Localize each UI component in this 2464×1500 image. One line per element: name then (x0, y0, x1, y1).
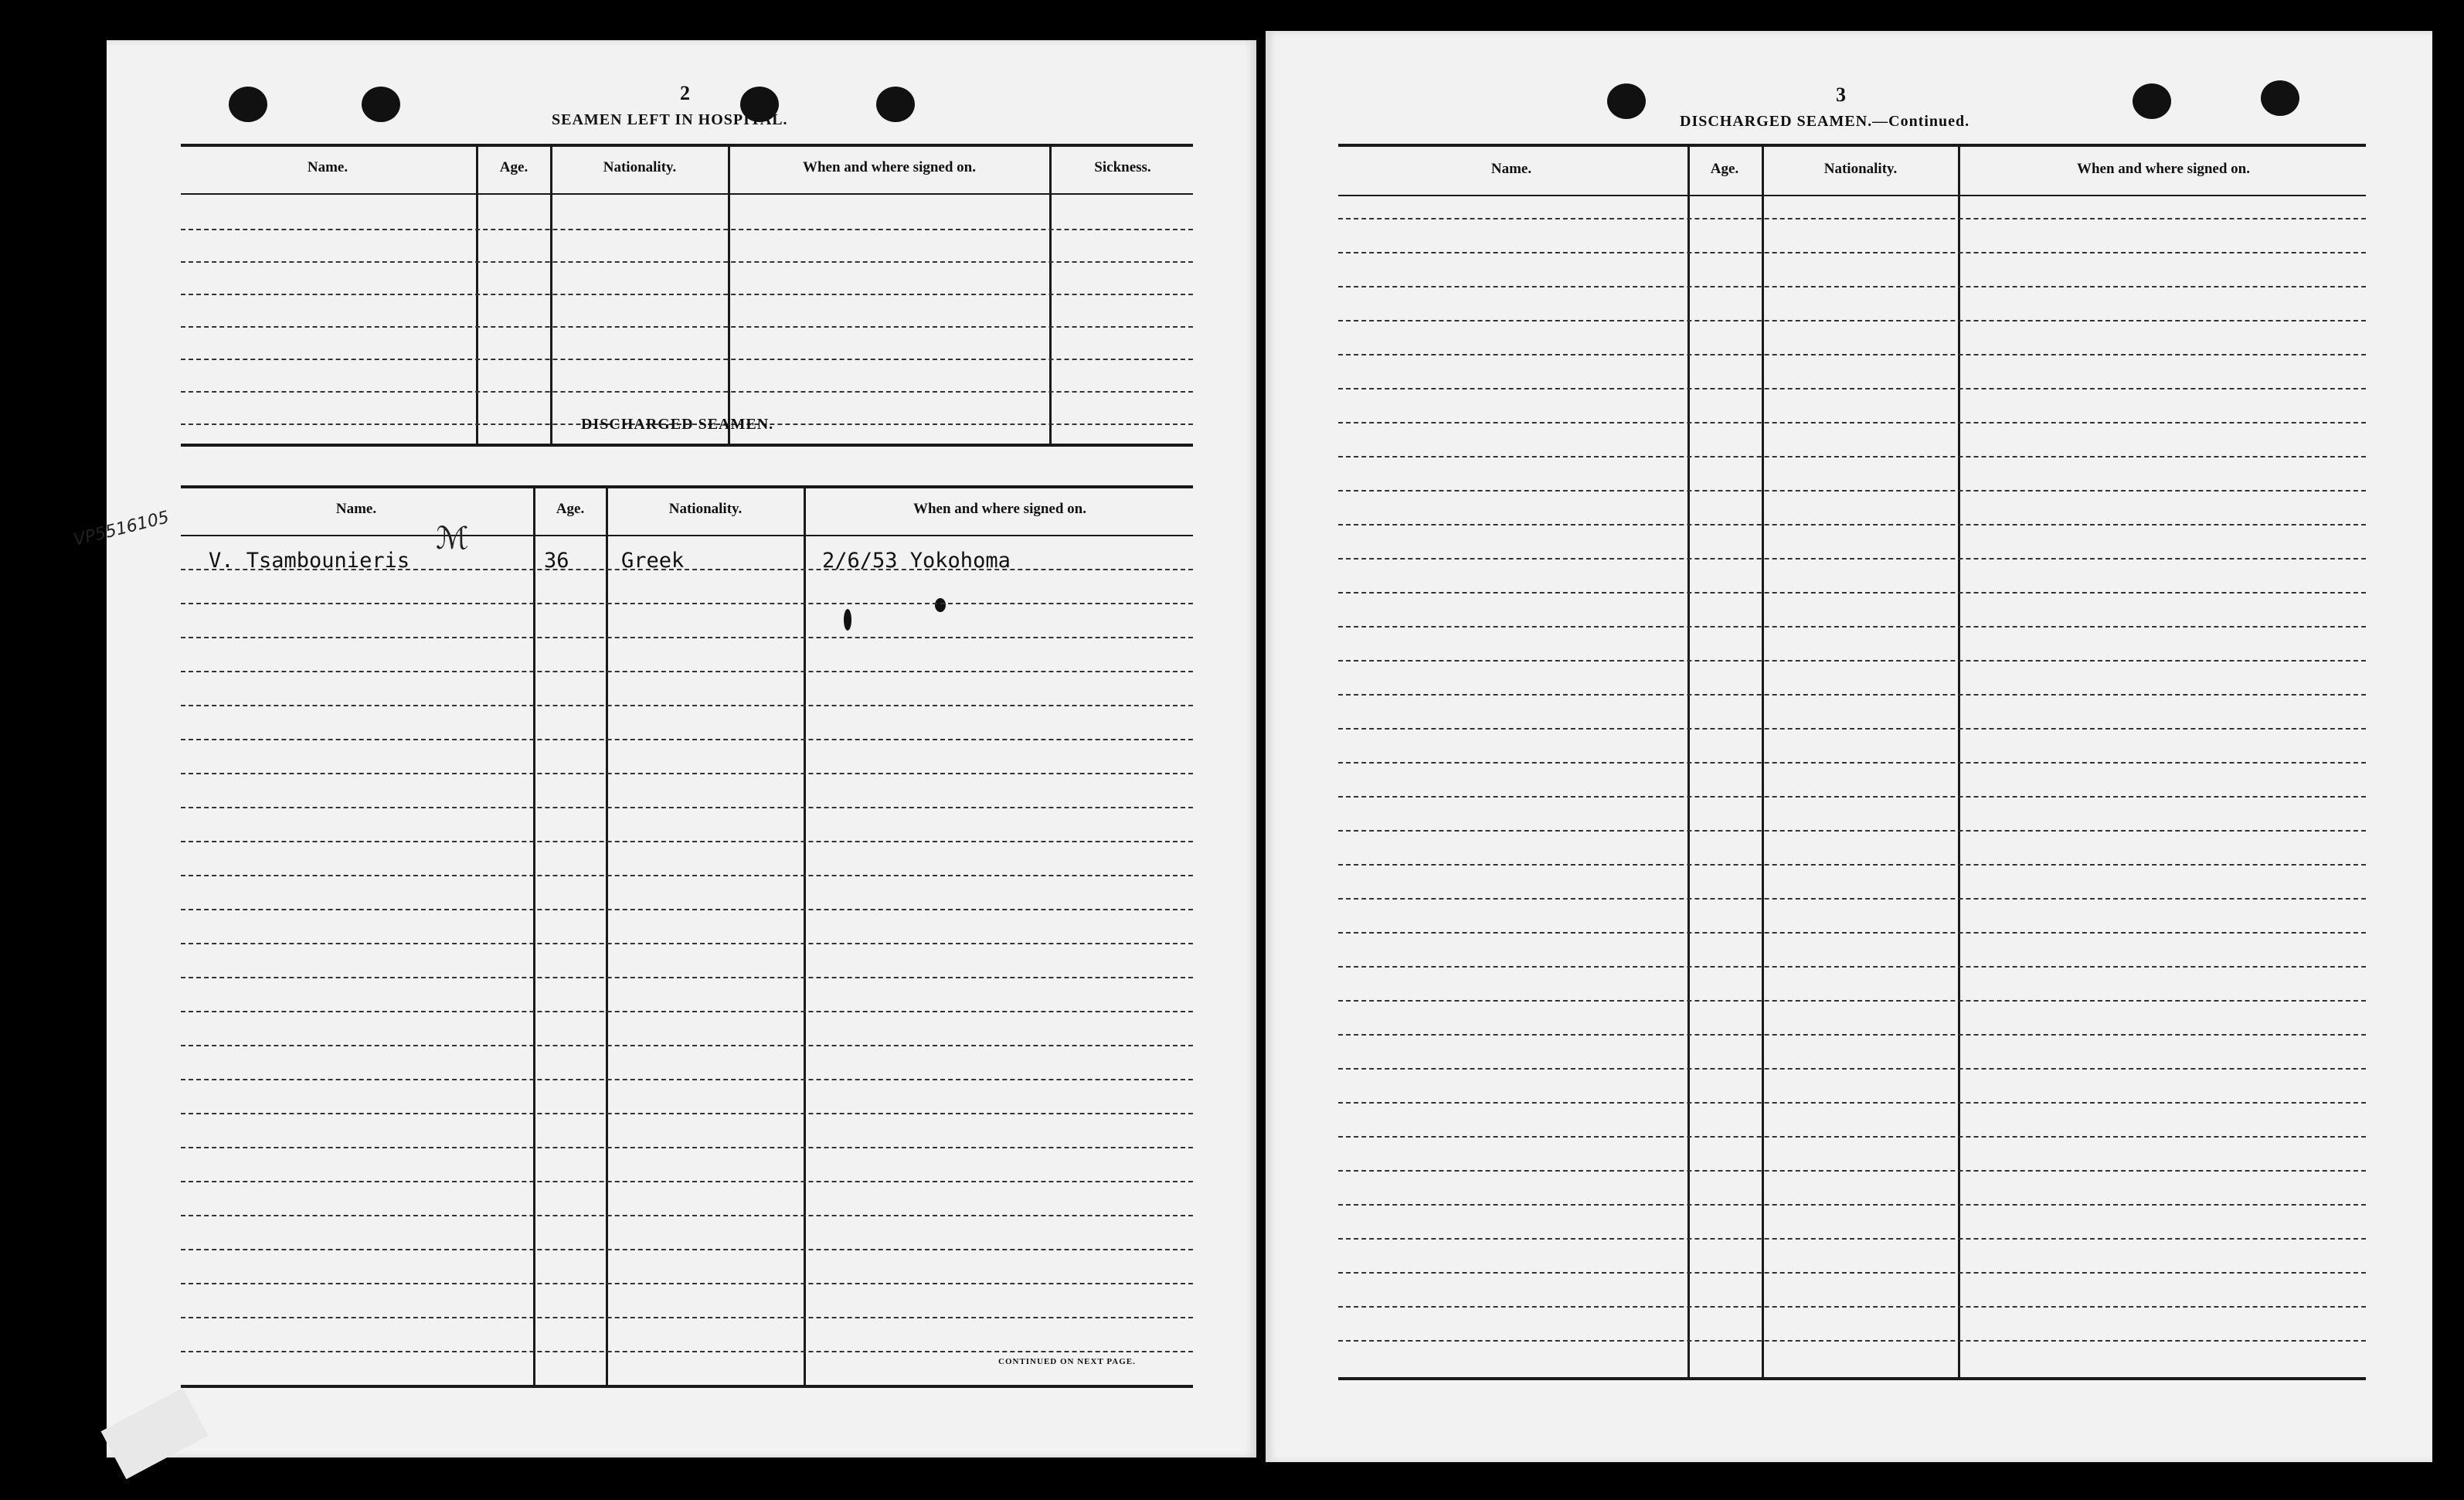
left-page (71, 40, 1256, 1457)
entry-line (181, 229, 1193, 230)
entry-line (1338, 558, 2366, 560)
entry-line (1338, 1034, 2366, 1036)
entry-line (1338, 1170, 2366, 1172)
column-header-name: Name. (335, 501, 377, 517)
table-top-rule (1338, 144, 2366, 147)
entry-line (1338, 728, 2366, 730)
entry-line (181, 1249, 1193, 1250)
entry-line (181, 773, 1193, 774)
entry-line (181, 739, 1193, 740)
table-top-rule (181, 485, 1193, 488)
right-page (1266, 31, 2432, 1462)
table-bottom-rule (1338, 1377, 2366, 1380)
column-header-nationality: Nationality. (603, 159, 677, 175)
punch-hole (2261, 80, 2299, 116)
column-header-nationality: Nationality. (668, 501, 743, 517)
entry-line (1338, 762, 2366, 764)
entry-line (1338, 286, 2366, 287)
seaman-signed-on: 2/6/53 Yokohoma (822, 549, 1011, 573)
entry-line (1338, 592, 2366, 594)
entry-line (181, 294, 1193, 295)
section-rule (181, 444, 1193, 447)
column-header-age: Age. (556, 501, 585, 517)
column-header-name: Name. (307, 159, 348, 175)
hospital-section-title: SEAMEN LEFT IN HOSPITAL. (552, 111, 788, 128)
entry-line (181, 261, 1193, 263)
table-top-rule (181, 144, 1193, 147)
punch-hole (2133, 83, 2171, 119)
ink-blot (935, 598, 946, 612)
column-divider (606, 487, 608, 1386)
entry-line (181, 807, 1193, 808)
entry-line (1338, 1136, 2366, 1138)
column-header-signed-on: When and where signed on. (2076, 161, 2250, 177)
entry-line (181, 391, 1193, 393)
entry-line (1338, 422, 2366, 423)
entry-line (181, 1317, 1193, 1318)
handwritten-initials: ℳ (436, 521, 469, 556)
column-divider (1687, 145, 1690, 1377)
entry-line (181, 1181, 1193, 1182)
entry-line (181, 705, 1193, 706)
header-rule (181, 535, 1193, 536)
entry-line (181, 943, 1193, 944)
entry-line (1338, 626, 2366, 628)
entry-line (181, 1079, 1193, 1080)
table-bottom-rule (181, 1385, 1193, 1388)
entry-line (1338, 830, 2366, 832)
entry-line (1338, 354, 2366, 355)
column-header-signed-on: When and where signed on. (802, 159, 976, 175)
entry-line (1338, 252, 2366, 253)
entry-line (1338, 932, 2366, 934)
ink-blot (844, 609, 851, 631)
entry-line (181, 977, 1193, 978)
entry-line (1338, 1204, 2366, 1206)
entry-line (181, 637, 1193, 638)
entry-line (1338, 796, 2366, 798)
entry-line (181, 671, 1193, 672)
seaman-age: 36 (544, 549, 569, 573)
entry-line (181, 326, 1193, 328)
entry-line (1338, 1340, 2366, 1342)
entry-line (1338, 966, 2366, 968)
column-divider (533, 487, 535, 1386)
column-divider (1762, 145, 1764, 1377)
entry-line (181, 1215, 1193, 1216)
entry-line (1338, 694, 2366, 696)
entry-line (1338, 456, 2366, 457)
entry-line (1338, 218, 2366, 219)
entry-line (181, 909, 1193, 910)
entry-line (1338, 320, 2366, 321)
entry-line (1338, 524, 2366, 526)
entry-line (181, 1045, 1193, 1046)
column-header-signed-on: When and where signed on. (913, 501, 1086, 517)
entry-line (1338, 490, 2366, 491)
column-divider (804, 487, 806, 1386)
discharged-section-title: DISCHARGED SEAMEN. (581, 416, 774, 433)
discharged-continued-title: DISCHARGED SEAMEN.—Continued. (1680, 113, 1970, 130)
header-rule (1338, 195, 2366, 196)
header-rule (181, 193, 1193, 195)
handwritten-margin-note: VP5516105 (71, 508, 172, 550)
entry-line (181, 1351, 1193, 1352)
column-header-nationality: Nationality. (1823, 161, 1898, 177)
entry-line (1338, 898, 2366, 900)
entry-line (181, 603, 1193, 604)
entry-line (181, 1147, 1193, 1148)
entry-line (1338, 1000, 2366, 1002)
entry-line (1338, 660, 2366, 662)
page-number: 3 (1836, 83, 1846, 106)
punch-hole (1607, 83, 1646, 119)
page-number: 2 (680, 82, 690, 104)
entry-line (1338, 1306, 2366, 1308)
entry-line (181, 1113, 1193, 1114)
seaman-name: V. Tsambounieris (209, 549, 410, 573)
punch-hole (876, 87, 915, 122)
column-header-name: Name. (1490, 161, 1532, 177)
column-header-age: Age. (1710, 161, 1739, 177)
column-divider (1958, 145, 1960, 1377)
column-header-age: Age. (499, 159, 528, 175)
entry-line (1338, 1272, 2366, 1274)
punch-hole (362, 87, 400, 122)
entry-line (1338, 1102, 2366, 1104)
entry-line (1338, 1068, 2366, 1070)
entry-line (181, 875, 1193, 876)
entry-line (1338, 1238, 2366, 1240)
column-header-sickness: Sickness. (1094, 159, 1151, 175)
punch-hole (229, 87, 267, 122)
entry-line (181, 1283, 1193, 1284)
entry-line (181, 569, 1193, 570)
seaman-nationality: Greek (621, 549, 685, 573)
entry-line (181, 359, 1193, 360)
entry-line (181, 841, 1193, 842)
entry-line (1338, 864, 2366, 866)
entry-line (1338, 388, 2366, 389)
continued-footer: CONTINUED ON NEXT PAGE. (998, 1357, 1136, 1366)
entry-line (181, 1011, 1193, 1012)
